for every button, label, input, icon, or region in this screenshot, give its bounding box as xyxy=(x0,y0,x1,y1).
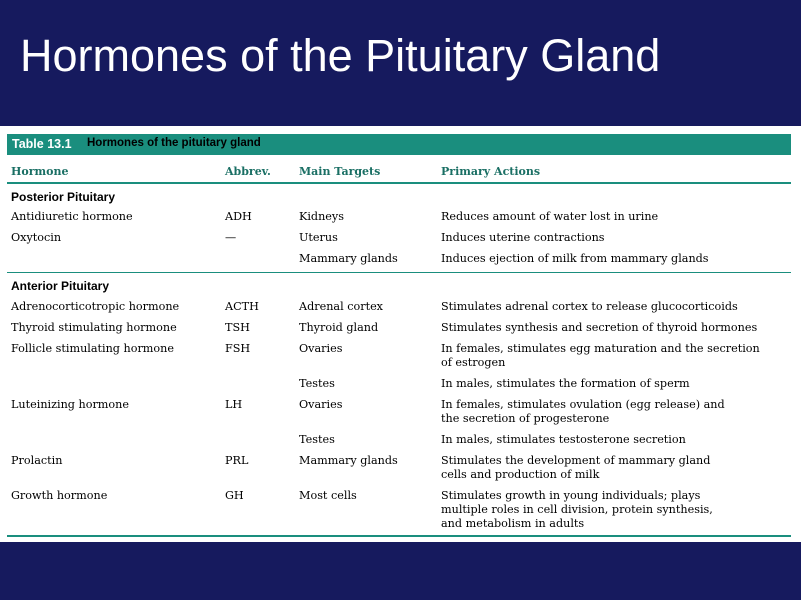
table-bottom-rule xyxy=(7,535,791,537)
action-cell: Stimulates the development of mammary gland xyxy=(441,454,711,467)
action-cell-continued: of estrogen xyxy=(441,356,506,369)
slide-title: Hormones of the Pituitary Gland xyxy=(20,30,661,81)
target-cell: Ovaries xyxy=(299,398,343,411)
abbrev-cell: LH xyxy=(225,398,243,411)
hormone-cell: Thyroid stimulating hormone xyxy=(11,321,177,334)
action-cell: In males, stimulates testosterone secretion xyxy=(441,433,686,446)
target-cell: Kidneys xyxy=(299,210,344,223)
abbrev-cell: — xyxy=(225,231,237,244)
hormone-cell: Growth hormone xyxy=(11,489,108,502)
hormone-cell: Luteinizing hormone xyxy=(11,398,129,411)
column-header-hormone: Hormone xyxy=(11,165,69,178)
action-cell-continued: and metabolism in adults xyxy=(441,517,585,530)
action-cell: Induces ejection of milk from mammary glands xyxy=(441,252,709,265)
hormone-cell: Adrenocorticotropic hormone xyxy=(11,300,180,313)
table-number: Table 13.1 xyxy=(12,137,72,151)
action-cell-continued: the secretion of progesterone xyxy=(441,412,610,425)
column-header-actions: Primary Actions xyxy=(441,165,541,178)
target-cell: Most cells xyxy=(299,489,357,502)
target-cell: Ovaries xyxy=(299,342,343,355)
action-cell: In males, stimulates the formation of sperm xyxy=(441,377,690,390)
target-cell: Thyroid gland xyxy=(299,321,379,334)
action-cell: Stimulates growth in young individuals; plays xyxy=(441,489,701,502)
action-cell: Stimulates synthesis and secretion of thyroid hormones xyxy=(441,321,758,334)
hormone-cell: Antidiuretic hormone xyxy=(11,210,133,223)
action-cell: Reduces amount of water lost in urine xyxy=(441,210,659,223)
action-cell: Induces uterine contractions xyxy=(441,231,605,244)
hormone-cell: Prolactin xyxy=(11,454,63,467)
slide-footer-band xyxy=(0,542,801,600)
target-cell: Mammary glands xyxy=(299,252,398,265)
hormone-cell: Follicle stimulating hormone xyxy=(11,342,174,355)
section-divider xyxy=(7,272,791,273)
action-cell: In females, stimulates ovulation (egg release) and xyxy=(441,398,725,411)
target-cell: Testes xyxy=(299,433,335,446)
section-heading-anterior: Anterior Pituitary xyxy=(11,279,110,293)
abbrev-cell: ADH xyxy=(225,210,252,223)
target-cell: Testes xyxy=(299,377,335,390)
section-heading-posterior: Posterior Pituitary xyxy=(11,190,116,204)
hormone-table xyxy=(0,126,801,542)
table-caption: Hormones of the pituitary gland xyxy=(87,137,261,149)
abbrev-cell: TSH xyxy=(225,321,250,334)
column-header-abbrev: Abbrev. xyxy=(225,165,271,178)
target-cell: Uterus xyxy=(299,231,338,244)
column-header-targets: Main Targets xyxy=(299,165,381,178)
header-divider xyxy=(7,182,791,184)
abbrev-cell: GH xyxy=(225,489,244,502)
abbrev-cell: ACTH xyxy=(225,300,259,313)
action-cell: In females, stimulates egg maturation and the secretion xyxy=(441,342,760,355)
abbrev-cell: FSH xyxy=(225,342,251,355)
table-caption-bar xyxy=(7,134,791,155)
target-cell: Adrenal cortex xyxy=(299,300,383,313)
action-cell-continued: multiple roles in cell division, protein synthesis, xyxy=(441,503,713,516)
action-cell: Stimulates adrenal cortex to release glucocorticoids xyxy=(441,300,738,313)
hormone-cell: Oxytocin xyxy=(11,231,62,244)
target-cell: Mammary glands xyxy=(299,454,398,467)
abbrev-cell: PRL xyxy=(225,454,249,467)
action-cell-continued: cells and production of milk xyxy=(441,468,600,481)
